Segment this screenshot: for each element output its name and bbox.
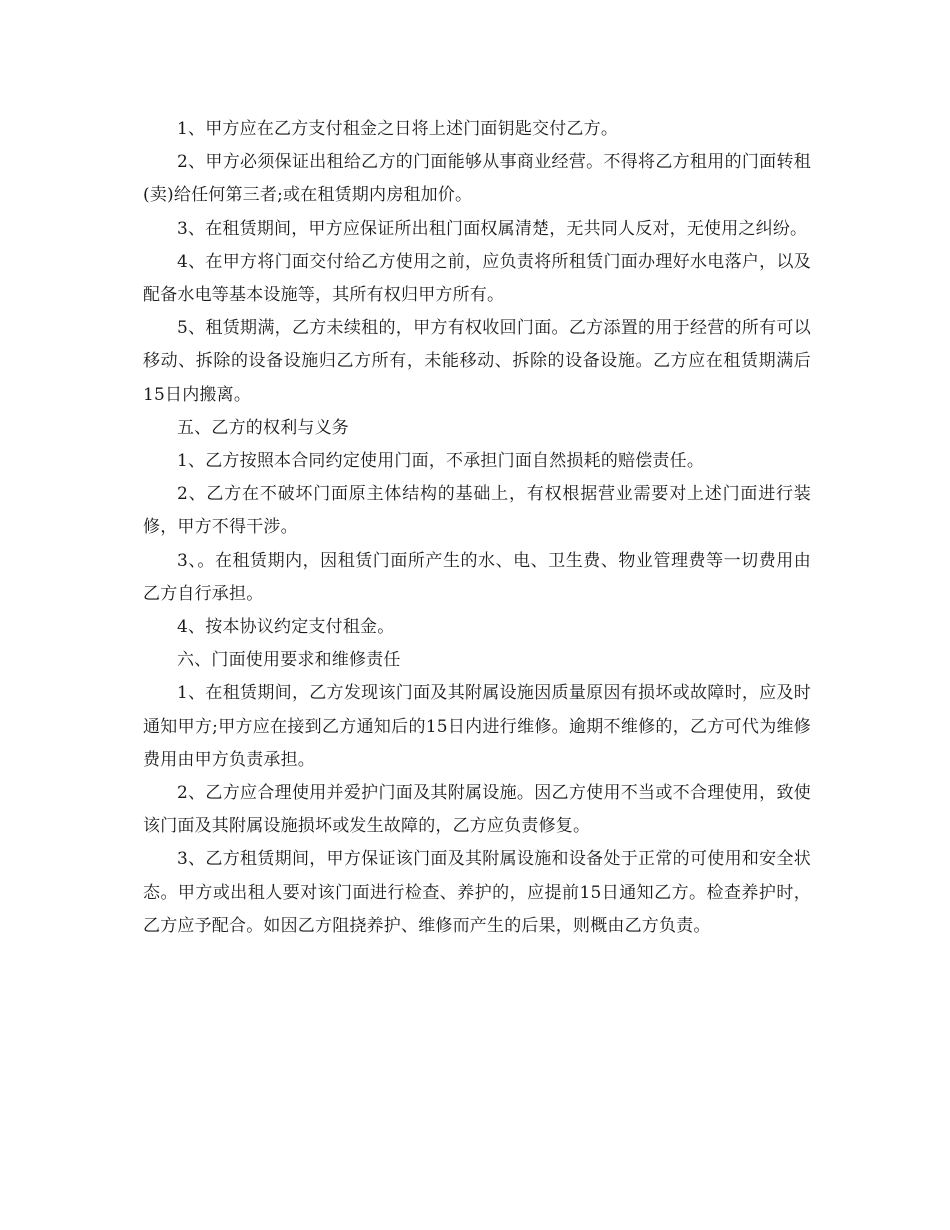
clause-paragraph: 1、甲方应在乙方支付租金之日将上述门面钥匙交付乙方。	[177, 119, 619, 139]
document-page	[143, 113, 811, 943]
clause-paragraph: 4、按本协议约定支付租金。	[177, 617, 395, 638]
section-heading: 六、门面使用要求和维修责任	[177, 650, 401, 671]
section-heading: 五、乙方的权利与义务	[177, 417, 349, 438]
clause-paragraph: 2、甲方必须保证出租给乙方的门面能够从事商业经营。不得将乙方租用的门面转租(卖)给任何第三者;或在租赁期内房租加价。	[143, 152, 811, 206]
clause-paragraph: 2、乙方应合理使用并爱护门面及其附属设施。因乙方使用不当或不合理使用，致使该门面及其附属设施损坏或发生故障的，乙方应负责修复。	[143, 783, 811, 837]
clause-paragraph: 5、租赁期满，乙方未续租的，甲方有权收回门面。乙方添置的用于经营的所有可以移动、拆除的设备设施归乙方所有，未能移动、拆除的设备设施。乙方应在租赁期满后15日内搬离。	[143, 318, 811, 405]
clause-paragraph: 4、在甲方将门面交付给乙方使用之前，应负责将所租赁门面办理好水电落户，以及配备水电等基本设施等，其所有权归甲方所有。	[143, 251, 811, 306]
clause-paragraph: 3、。在租赁期内，因租赁门面所产生的水、电、卫生费、物业管理费等一切费用由乙方自行承担。	[143, 550, 811, 604]
clause-paragraph: 2、乙方在不破坏门面原主体结构的基础上，有权根据营业需要对上述门面进行装修，甲方不得干涉。	[143, 484, 811, 538]
clause-paragraph: 1、在租赁期间，乙方发现该门面及其附属设施因质量原因有损坏或故障时，应及时通知甲方;甲方应在接到乙方通知后的15日内进行维修。逾期不维修的，乙方可代为维修费用由甲方负责承担。	[143, 683, 811, 770]
clause-paragraph: 3、乙方租赁期间，甲方保证该门面及其附属设施和设备处于正常的可使用和安全状态。甲方或出租人要对该门面进行检查、养护的，应提前15日通知乙方。检查养护时，乙方应予配合。如因乙方阻挠养护、维修而产生的后果，则概由乙方负责。	[143, 849, 811, 936]
clause-paragraph: 1、乙方按照本合同约定使用门面，不承担门面自然损耗的赔偿责任。	[177, 451, 705, 472]
clause-paragraph: 3、在租赁期间，甲方应保证所出租门面权属清楚，无共同人反对，无使用之纠纷。	[177, 218, 808, 239]
